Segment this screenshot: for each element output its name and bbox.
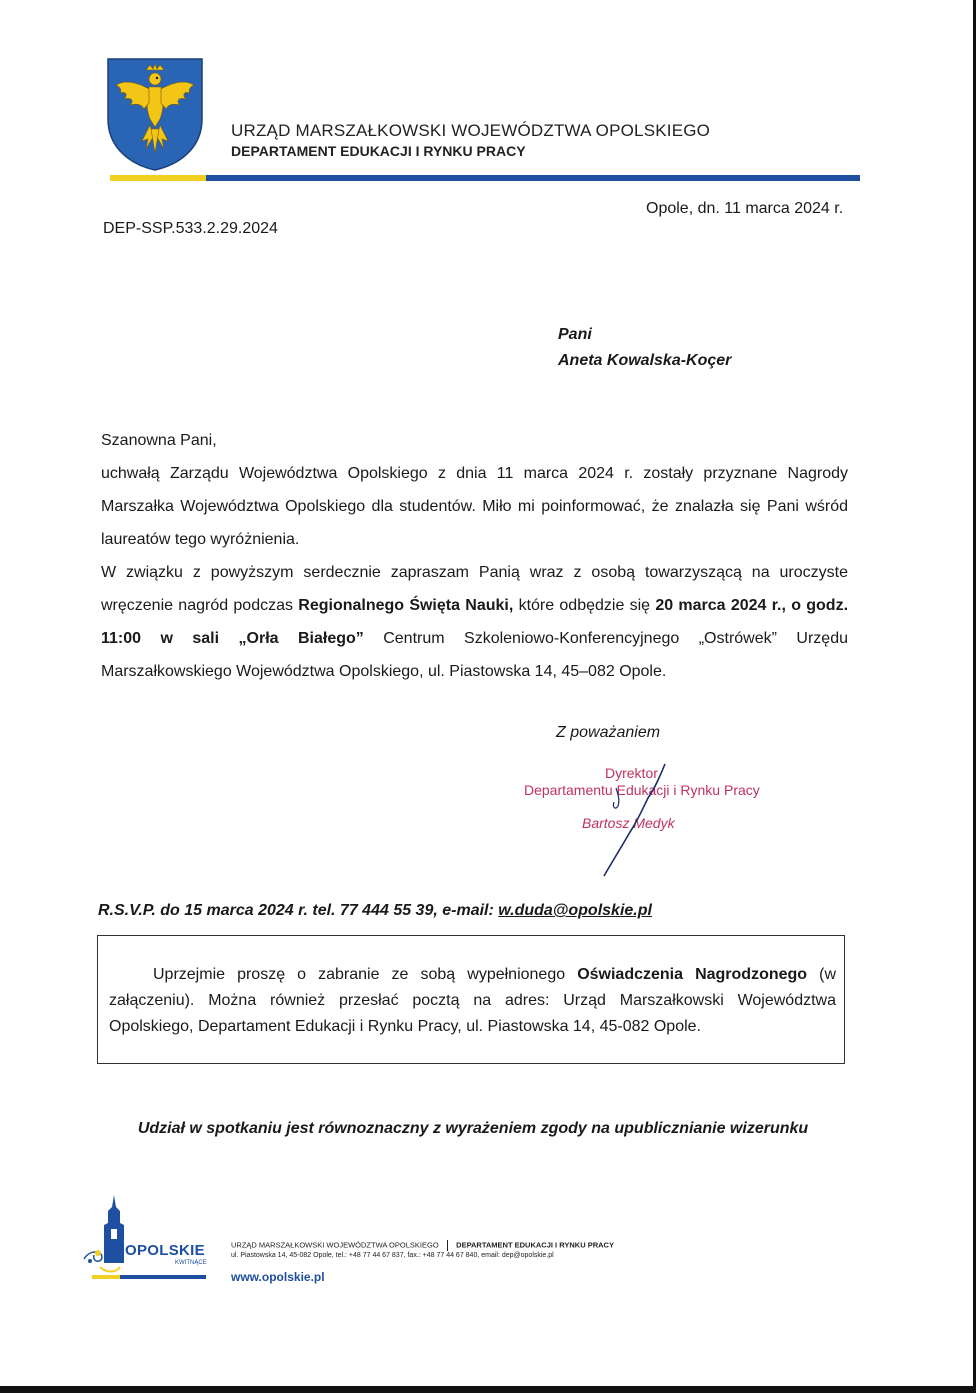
logo-underline-blue <box>120 1275 206 1279</box>
invitation-text-1: W związku z powyższym serdecznie zapraszam Panią wraz z osobą towarzyszącą na uroczyste wręczenie nagród podczas <box>101 564 848 614</box>
header-divider-yellow <box>110 175 206 181</box>
rsvp-email-link[interactable]: w.duda@opolskie.pl <box>498 902 652 919</box>
reference-number: DEP-SSP.533.2.29.2024 <box>103 220 278 237</box>
rsvp-line <box>98 902 652 920</box>
recipient-title: Pani <box>558 326 592 343</box>
signature-name: Bartosz Medyk <box>582 815 675 831</box>
footer-website-link[interactable]: www.opolskie.pl <box>231 1270 325 1284</box>
logo-underline-yellow <box>92 1275 120 1279</box>
info-box <box>97 935 845 1064</box>
organization-name: URZĄD MARSZAŁKOWSKI WOJEWÓDZTWA OPOLSKIEGO <box>231 121 711 140</box>
coat-of-arms-icon <box>106 57 204 172</box>
rsvp-text: R.S.V.P. do 15 marca 2024 r. tel. 77 444 55 39, e-mail: <box>98 902 499 919</box>
footer-dept: DEPARTAMENT EDUKACJI I RYNKU PRACY <box>456 1240 614 1250</box>
recipient-name: Aneta Kowalska-Koçer <box>558 352 732 369</box>
footer-org: URZĄD MARSZAŁKOWSKI WOJEWÓDZTWA OPOLSKIEGO <box>231 1240 439 1250</box>
info-text-1: Uprzejmie proszę o zabranie ze sobą wypełnionego <box>153 966 578 983</box>
opolskie-wordmark: OPOLSKIE <box>125 1242 205 1259</box>
letter-body <box>101 424 848 688</box>
page-edge-bottom <box>0 1386 976 1393</box>
department-name: DEPARTAMENT EDUKACJI I RYNKU PRACY <box>231 143 526 159</box>
greeting: Szanowna Pani, <box>101 432 217 449</box>
footer-org-line <box>231 1240 614 1251</box>
invitation-text-3: Centrum Szkoleniowo-Konferencyjnego „Ostrówek” Urzędu Marszałkowskiego Województwa Opolskiego, ul. Piastowska 14, 45–082 Opole. <box>101 630 848 680</box>
opolskie-logo-icon <box>80 1193 215 1283</box>
header-divider-blue <box>206 175 860 181</box>
logo-underline <box>92 1275 206 1279</box>
event-datetime-venue: 20 marca 2024 r., o godz. 11:00 w sali „Orła Białego” <box>101 597 849 647</box>
opolskie-tagline: KWITNĄCE <box>175 1260 207 1266</box>
closing: Z poważaniem <box>556 724 661 741</box>
handwritten-signature <box>520 762 760 882</box>
signature-stamp <box>520 762 760 882</box>
paragraph-invitation <box>101 556 848 688</box>
paragraph-award: uchwałą Zarządu Województwa Opolskiego z dnia 11 marca 2024 r. zostały przyznane Nagrody Marszałka Województwa Opolskiego dla studentów. Miło mi poinformować, że znalazła się Pani wśród laureatów tego wyróżnienia. <box>101 465 848 548</box>
info-text-2: (w załączeniu). Można również przesłać pocztą na adres: Urząd Marszałkowski Województwa Opolskiego, Departament Edukacji i Rynku Pracy, ul. Piastowska 14, 45-082 Opole. <box>109 966 837 1035</box>
event-name: Regionalnego Święta Nauki, <box>298 597 514 614</box>
signature-title: Dyrektor <box>605 765 658 781</box>
footer-address: ul. Piastowska 14, 45-082 Opole, tel.: +48 77 44 67 837, fax.: +48 77 44 67 840, email: dep@opolskie.pl <box>231 1252 554 1259</box>
info-box-text <box>109 962 836 1040</box>
header-divider <box>110 175 860 181</box>
footer-separator <box>447 1240 449 1251</box>
letter-date: Opole, dn. 11 marca 2024 r. <box>646 200 844 217</box>
invitation-text-2: które odbędzie się <box>513 597 656 614</box>
declaration-name: Oświadczenia Nagrodzonego <box>577 966 808 983</box>
recipient-block <box>558 322 731 374</box>
signature-department: Departamentu Edukacji i Rynku Pracy <box>524 782 760 798</box>
image-consent-note: Udział w spotkaniu jest równoznaczny z wyrażeniem zgody na upublicznianie wizerunku <box>137 1120 809 1137</box>
